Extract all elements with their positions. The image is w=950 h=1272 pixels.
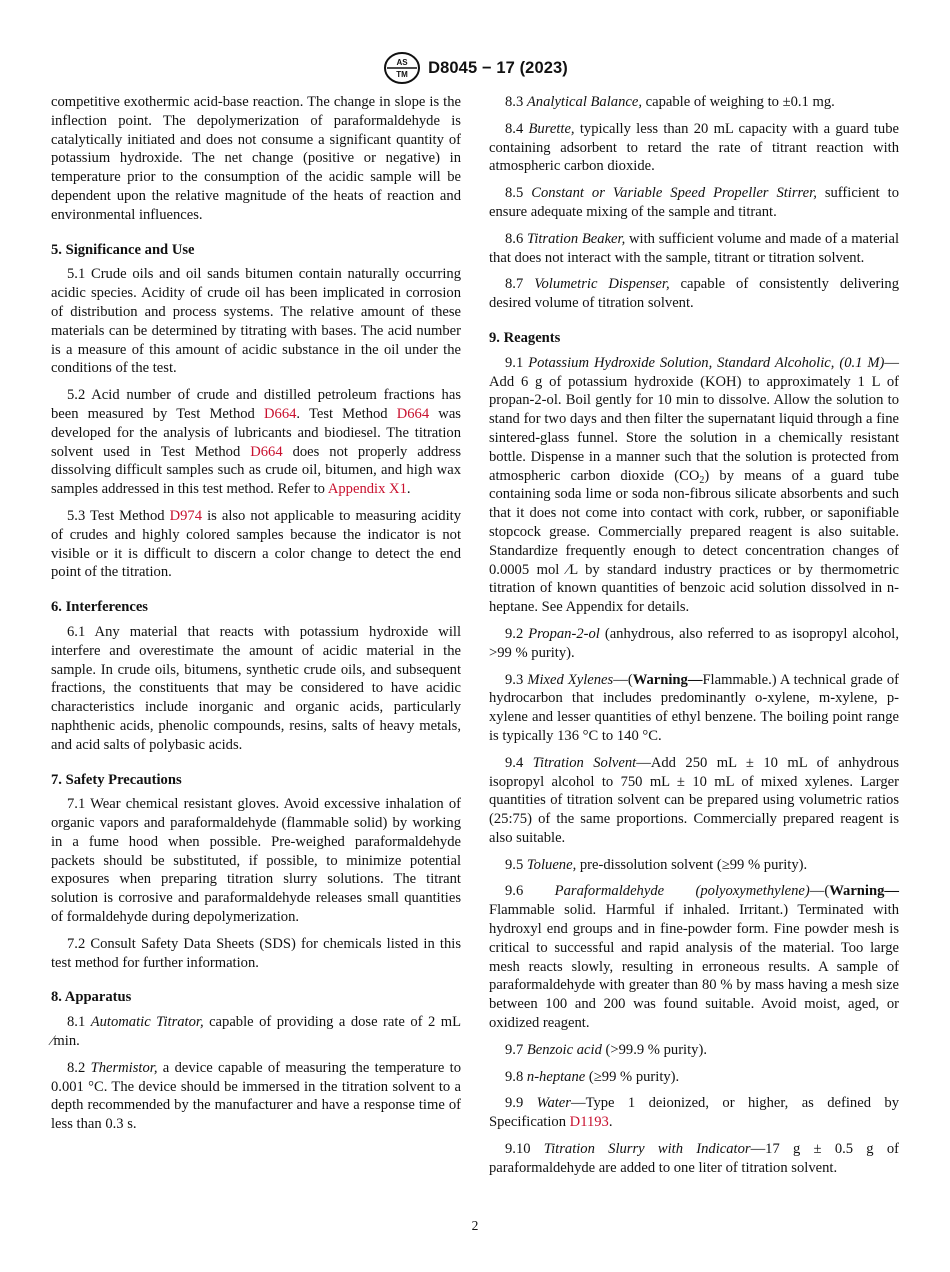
paragraph-9-5: 9.5 Toluene, pre-dissolution solvent (≥99 % purity). [505, 856, 808, 873]
paragraph-9-9: 9.9 Water—Type 1 deionized, or higher, as defined by Specification D1193. [489, 1095, 899, 1131]
svg-text:AS: AS [396, 58, 408, 67]
paragraph-7-1: 7.1 Wear chemical resistant gloves. Avoid excessive inhalation of organic vapors and paraformaldehyde (flammable solid) by working in a fume hood when possible. Pre-weighed paraformaldehyde packets should be substituted, if possible, to minimize potential exposures when preparing titration slurry solutions. The titrant solution is corrosive and paraformaldehyde releases small quantities of formaldehyde during depolymerization. [51, 796, 461, 926]
paragraph-7-2: 7.2 Consult Safety Data Sheets (SDS) for chemicals listed in this test method for further information. [51, 935, 461, 971]
section-heading-5: 5. Significance and Use [51, 241, 195, 258]
paragraph-9-10: 9.10 Titration Slurry with Indicator—17 g ± 0.5 g of paraformaldehyde are added to one liter of titration solvent. [489, 1141, 900, 1176]
paragraph-9-1: 9.1 Potassium Hydroxide Solution, Standard Alcoholic, (0.1 M)—Add 6 g of potassium hydroxide (KOH) to approximately 1 L of propan-2-ol. Boil gently for 10 min to dissolve. Allow the solution to stand for two days and then filter the supernatant liquid through a fine sintered-glass funnel. Store the solution in a chemically resistant bottle. Dispense in a manner such that the solution is protected from atmospheric carbon dioxide $(CO_2)$ by means of a guard tube containing soda lime or soda non-fibrous silicate absorbents and such that it does not come into contact with cork, rubber, or saponifiable stopcock grease. Commercially prepared reagent is also suitable. Standardize frequently enough to detect concentration changes of 0.0005 mol ⁄L by standard industry practices or by thermometric titration of known quantities of benzoic acid solution dissolved in n-heptane. See Appendix for details. [489, 354, 899, 616]
paragraph-5-1: 5.1 Crude oils and oil sands bitumen contain naturally occurring acidic species. Acidity of crude oil has been implicated in corrosion of distribution and process systems. The relative amount of these materials can be determined by titrating with bases. The acid number is a measure of this amount of acidic substance in the oil under the conditions of the test. [51, 266, 461, 377]
paragraph-5-2: 5.2 Acid number of crude and distilled petroleum fractions has been measured by Test Method D664. Test Method D664 was developed for the analysis of lubricants and biodiesel. The titration solvent used in Test Method D664 does not properly address dissolving difficult samples such as crude oil, bitumen, and high wax samples addressed in this test method. Refer to Appendix X1. [51, 387, 461, 498]
section-heading-8: 8. Apparatus [51, 989, 132, 1006]
paragraph-8-7: 8.7 Volumetric Dispenser, capable of consistently delivering desired volume of titration solvent. [489, 276, 899, 312]
section-heading-9: 9. Reagents [489, 329, 561, 346]
paragraph-9-7: 9.7 Benzoic acid (>99.9 % purity). [505, 1041, 707, 1058]
paragraph-8-4: 8.4 Burette, typically less than 20 mL capacity with a guard tube containing adsorbent to retard the rate of titrant reaction with atmospheric carbon dioxide. [489, 120, 900, 175]
page-number: 2 [471, 1218, 479, 1233]
paragraph-8-1: 8.1 Automatic Titrator, capable of providing a dose rate of 2 mL ⁄min. [51, 1014, 462, 1050]
paragraph-8-2: 8.2 Thermistor, a device capable of measuring the temperature to 0.001 °C. The device should be immersed in the titration solvent to a depth recommended by the manufacturer and have a response time of less than 0.3 s. [51, 1059, 462, 1133]
paragraph-6-1: 6.1 Any material that reacts with potassium hydroxide will interfere and overestimate the amount of acidic material in the sample. In crude oils, bitumens, synthetic crude oils, and subsequent fractions, the constituents that may be considered to have acidic characteristics include inorganic and organic acids, particularly naphthenic acids, phenolic compounds, resins, salts of heavy metals, and acid salts of polybasic acids. [51, 623, 461, 753]
paragraph-8-3: 8.3 Analytical Balance, capable of weighing to ±0.1 mg. [505, 94, 835, 110]
right-column [489, 93, 899, 1186]
paragraph-9-3: 9.3 Mixed Xylenes—(Warning—Flammable.) A technical grade of hydrocarbon that includes predominantly o-xylene, m-xylene, p-xylene and lesser quantities of ethyl benzene. The boiling point range is typically 136 °C to 140 °C. [489, 671, 900, 744]
link-appendix-x1[interactable]: Appendix X1 [327, 481, 407, 498]
paragraph-9-2: 9.2 Propan-2-ol (anhydrous, also referred to as isopropyl alcohol, >99 % purity). [489, 625, 899, 661]
paragraph-8-5: 8.5 Constant or Variable Speed Propeller Stirrer, sufficient to ensure adequate mixing of the sample and titrant. [489, 185, 899, 220]
section-heading-6: 6. Interferences [51, 599, 148, 616]
paragraph-8-6: 8.6 Titration Beaker, with sufficient volume and made of a material that does not interact with the sample, titrant or titration solvent. [489, 230, 900, 266]
link-d974[interactable]: D974 [169, 507, 203, 524]
link-d664[interactable]: D664 [250, 443, 283, 460]
document-id: D8045 − 17 (2023) [428, 58, 568, 77]
paragraph-5-3: 5.3 Test Method D974 is also not applicable to measuring acidity of crudes and highly colored samples because the indicator is not visible or it is difficult to discern a color change to detect the end point of the titration. [51, 507, 461, 581]
left-column [51, 93, 461, 1142]
svg-text:TM: TM [396, 70, 408, 79]
link-d664[interactable]: D664 [263, 405, 297, 422]
astm-logo-icon [382, 51, 422, 85]
link-d1193[interactable]: D1193 [569, 1114, 609, 1131]
paragraph-9-6: 9.6 Paraformaldehyde (polyoxymethylene)—(Warning—Flammable solid. Harmful if inhaled. Irritant.) Terminated with hydroxyl end groups and in fine-powder form. Fine powder mesh is critical to successful and rapid analysis of the material. Too large mesh reacts slowly, resulting in erroneous results. A sample of paraformaldehyde with greater than 80 % by mass having a mesh size between 100 and 200 was found suitable. Avoid moist, aged, or oxidized reagent. [489, 883, 899, 1032]
section-heading-7: 7. Safety Precautions [51, 771, 182, 788]
link-d664[interactable]: D664 [396, 405, 430, 422]
paragraph-9-8: 9.8 n-heptane (≥99 % purity). [505, 1068, 680, 1085]
paragraph-intro-continued: competitive exothermic acid-base reaction. The change in slope is the inflection point. The depolymerization of paraformaldehyde is catalytically initiated and does not consume a significant quantity of potassium hydroxide. The net change (positive or negative) in temperature prior to the consumption of the acidic sample will be dependent upon the relative magnitude of the heats of reaction and environmental influences. [51, 94, 461, 223]
page-header [0, 50, 950, 86]
paragraph-9-4: 9.4 Titration Solvent—Add 250 mL ± 10 mL of anhydrous isopropyl alcohol to 750 mL ± 10 mL of mixed xylenes. Larger quantities of titration solvent can be prepared using volumetric ratios (25:75) of the same proportions. Commercially prepared reagent is also suitable. [489, 754, 900, 846]
